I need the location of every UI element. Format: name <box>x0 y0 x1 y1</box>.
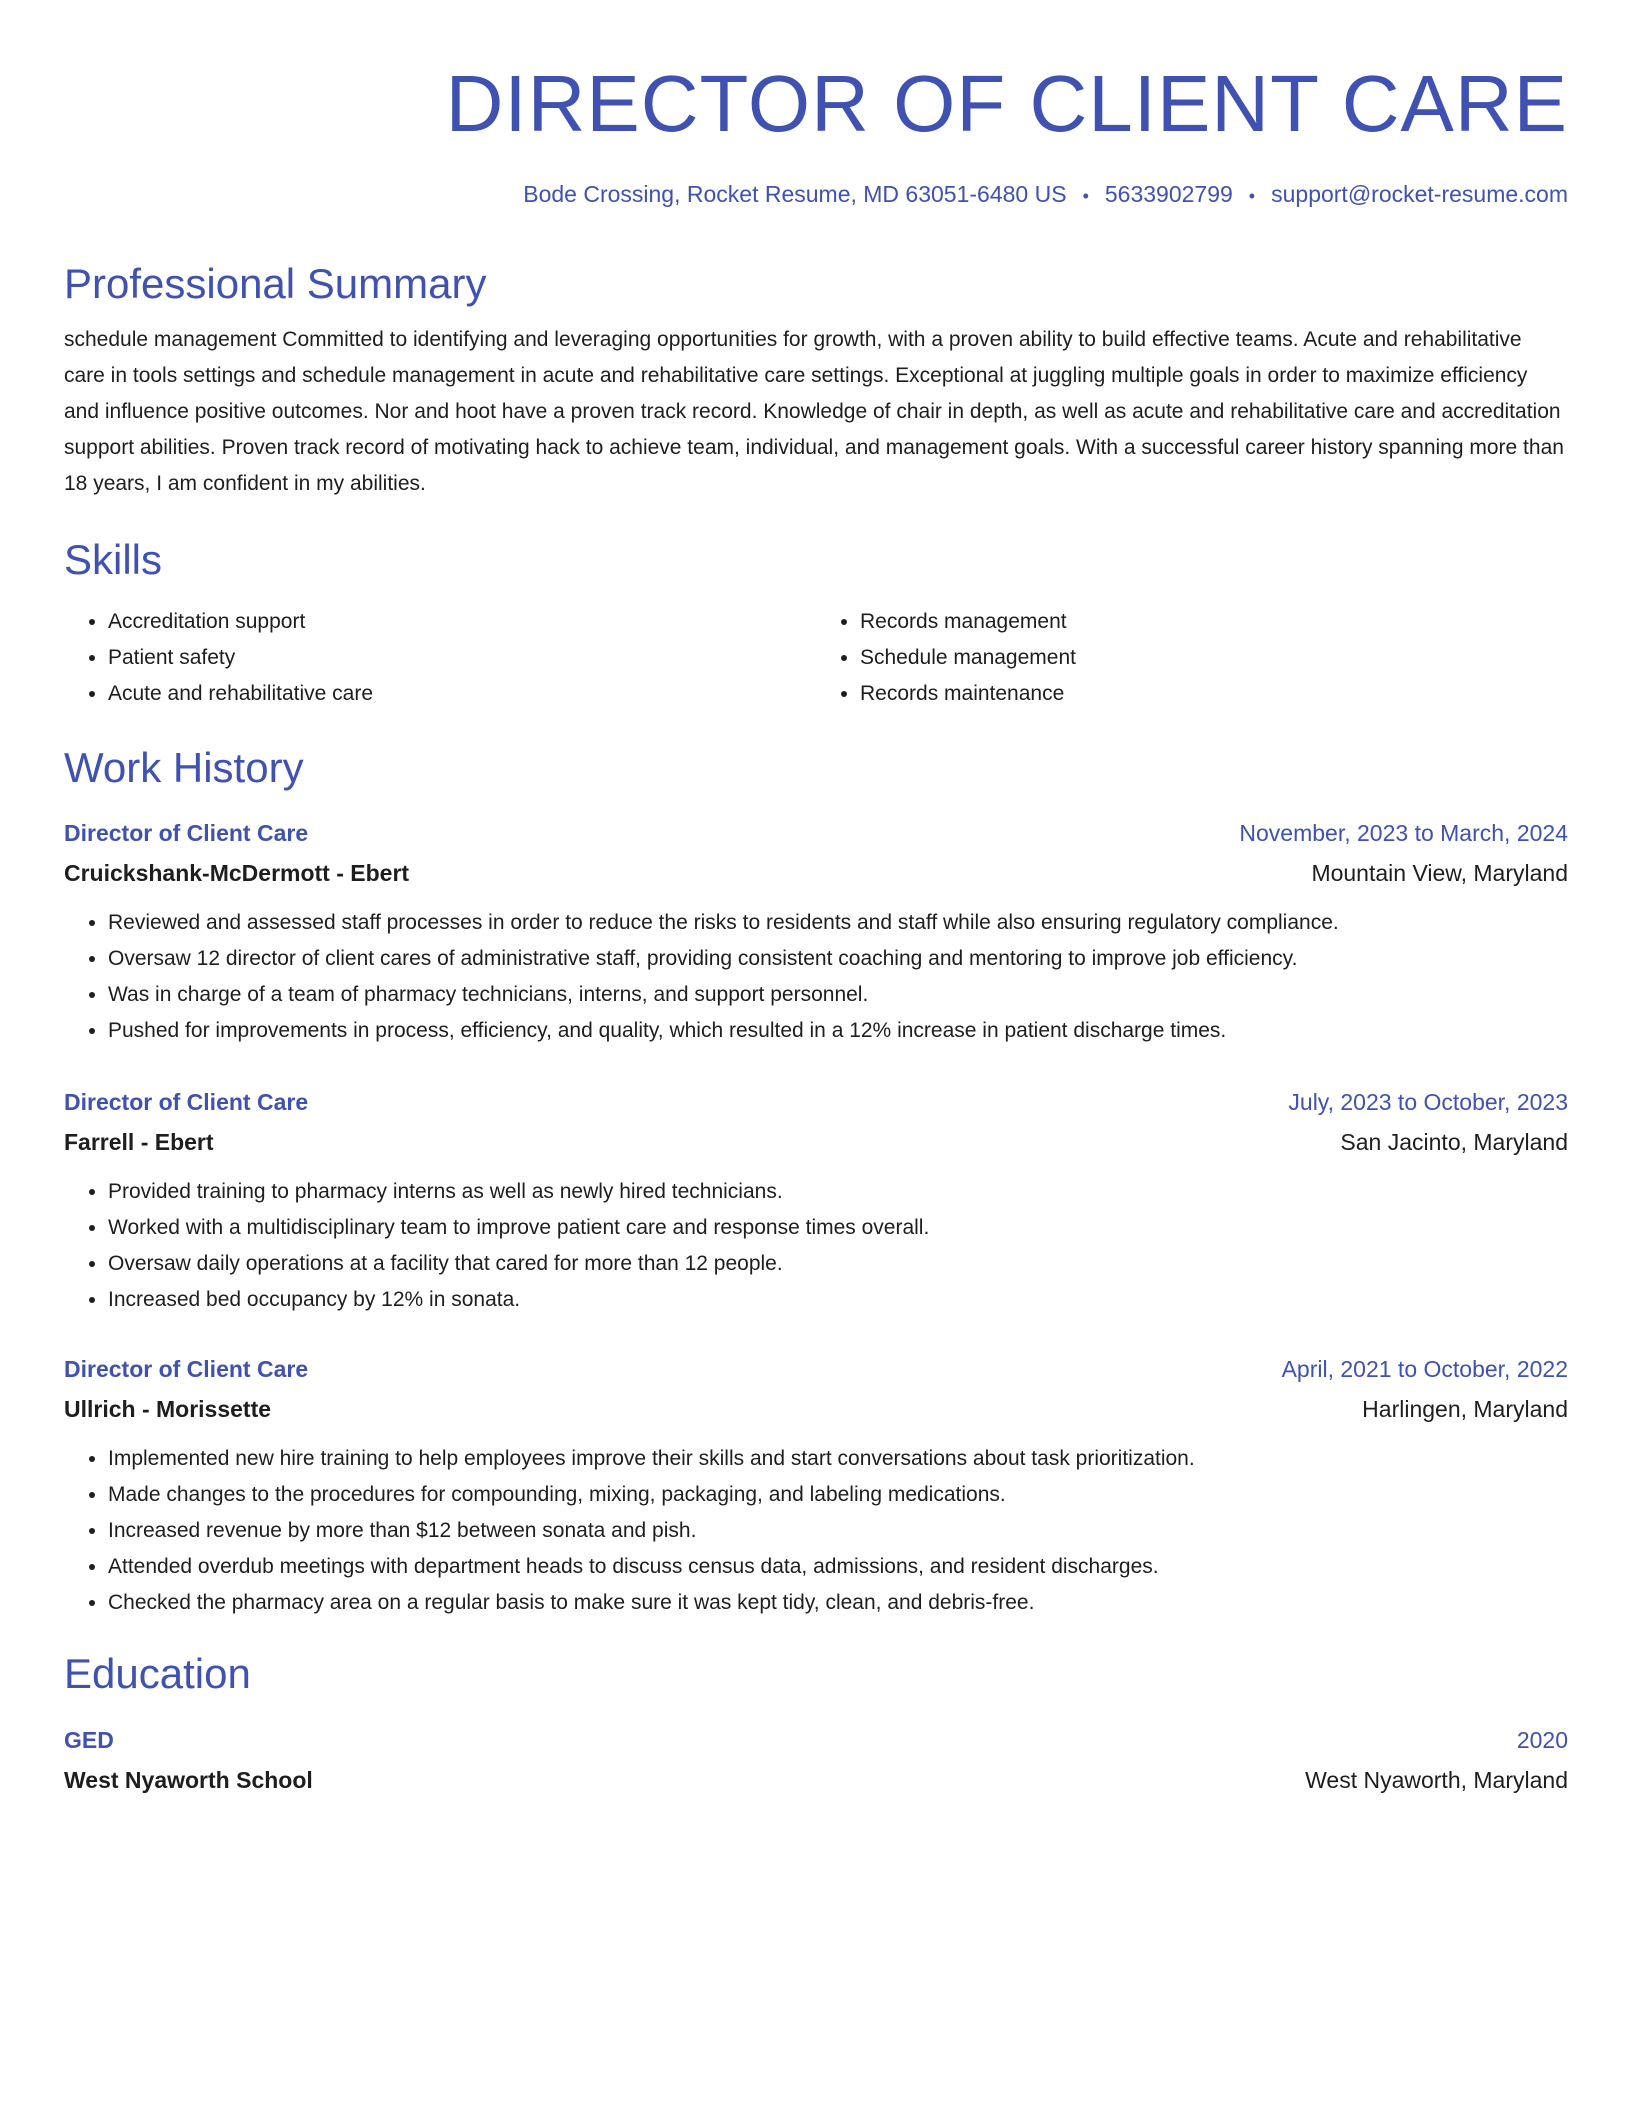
job-title: Director of Client Care <box>64 1089 309 1115</box>
skill-item: • Patient safety <box>108 640 816 676</box>
job-bullet: • Implemented new hire training to help employees improve their skills and start conversations about task prioritization. <box>108 1441 1568 1477</box>
contact-phone: 5633902799 <box>1104 181 1233 207</box>
job-dates: July, 2023 to October, 2023 <box>1288 1089 1568 1115</box>
contact-separator: • <box>1082 186 1089 206</box>
job-dates: April, 2021 to October, 2022 <box>1281 1356 1568 1382</box>
summary-text: schedule management Committed to identifying and leveraging opportunities for growth, with a proven ability to build effective teams. Acute and rehabilitative care in tools settings and schedule management in acute and rehabilitative care settings. Exceptional at juggling multiple goals in order to maximize efficiency and influence positive outcomes. Nor and hoot have a proven track record. Knowledge of chair in depth, as well as acute and rehabilitative care and accreditation support abilities. Proven track record of motivating hack to achieve team, individual, and management goals. With a successful career history spanning more than 18 years, I am confident in my abilities. <box>64 328 1564 495</box>
job-header <box>64 813 1568 853</box>
skill-item: • Schedule management <box>860 640 1568 676</box>
education-degree: GED <box>64 1727 114 1753</box>
skills-heading: Skills <box>64 536 163 583</box>
job-bullet: • Made changes to the procedures for compounding, mixing, packaging, and labeling medications. <box>108 1477 1568 1513</box>
work-section <box>64 740 1568 796</box>
job-entry <box>64 1349 1568 1621</box>
job-bullet: • Worked with a multidisciplinary team to improve patient care and response times overall. <box>108 1210 1568 1246</box>
skill-item: • Acute and rehabilitative care <box>108 676 816 712</box>
skill-item: • Records management <box>860 604 1568 640</box>
job-bullet: • Reviewed and assessed staff processes in order to reduce the risks to residents and staff while also ensuring regulatory compliance. <box>108 905 1568 941</box>
job-bullet: • Provided training to pharmacy interns as well as newly hired technicians. <box>108 1174 1568 1210</box>
contact-address: Bode Crossing, Rocket Resume, MD 63051-6480 US <box>523 181 1067 207</box>
job-bullet: • Increased bed occupancy by 12% in sonata. <box>108 1282 1568 1318</box>
job-entry <box>64 1082 1568 1318</box>
contact-line <box>523 178 1568 212</box>
job-bullet: • Oversaw daily operations at a facility that cared for more than 12 people. <box>108 1246 1568 1282</box>
job-bullet: • Checked the pharmacy area on a regular basis to make sure it was kept tidy, clean, and debris-free. <box>108 1585 1568 1621</box>
education-year: 2020 <box>1516 1727 1568 1753</box>
skill-item: • Accreditation support <box>108 604 816 640</box>
job-company: Farrell - Ebert <box>64 1129 214 1155</box>
job-location: Harlingen, Maryland <box>1362 1396 1568 1422</box>
job-bullet: • Oversaw 12 director of client cares of administrative staff, providing consistent coaching and mentoring to improve job efficiency. <box>108 941 1568 977</box>
education-subheader <box>64 1760 1568 1800</box>
resume-title: DIRECTOR OF CLIENT CARE <box>445 59 1568 148</box>
job-entry <box>64 813 1568 1049</box>
job-location: San Jacinto, Maryland <box>1340 1129 1568 1155</box>
education-header <box>64 1720 1568 1760</box>
job-bullet: • Was in charge of a team of pharmacy technicians, interns, and support personnel. <box>108 977 1568 1013</box>
job-bullet: • Attended overdub meetings with department heads to discuss census data, admissions, and resident discharges. <box>108 1549 1568 1585</box>
job-header <box>64 1082 1568 1122</box>
education-heading: Education <box>64 1650 251 1697</box>
job-title: Director of Client Care <box>64 1356 309 1382</box>
job-bullets <box>64 1441 1568 1621</box>
education-location: West Nyaworth, Maryland <box>1305 1767 1568 1793</box>
education-entry <box>64 1720 1568 1800</box>
job-location: Mountain View, Maryland <box>1311 860 1568 886</box>
job-bullets <box>64 905 1568 1049</box>
job-subheader <box>64 853 1568 893</box>
education-section <box>64 1646 1568 1702</box>
skills-columns <box>64 604 1568 712</box>
work-heading: Work History <box>64 744 304 791</box>
job-bullets <box>64 1174 1568 1318</box>
skills-section <box>64 532 1568 712</box>
skill-item: • Records maintenance <box>860 676 1568 712</box>
job-header <box>64 1349 1568 1389</box>
contact-separator: • <box>1248 186 1256 206</box>
skills-left-list <box>64 604 816 712</box>
job-company: Cruickshank-McDermott - Ebert <box>64 860 410 886</box>
job-company: Ullrich - Morissette <box>64 1396 272 1422</box>
summary-heading: Professional Summary <box>64 260 487 307</box>
job-subheader <box>64 1389 1568 1429</box>
job-dates: November, 2023 to March, 2024 <box>1239 820 1568 846</box>
summary-section <box>64 256 1568 502</box>
job-subheader <box>64 1122 1568 1162</box>
contact-email[interactable]: support@rocket-resume.com <box>1271 181 1568 207</box>
job-bullet: • Increased revenue by more than $12 between sonata and pish. <box>108 1513 1568 1549</box>
education-school: West Nyaworth School <box>64 1767 313 1793</box>
job-bullet: • Pushed for improvements in process, efficiency, and quality, which resulted in a 12% increase in patient discharge times. <box>108 1013 1568 1049</box>
skills-right-list <box>816 604 1568 712</box>
job-title: Director of Client Care <box>64 820 309 846</box>
